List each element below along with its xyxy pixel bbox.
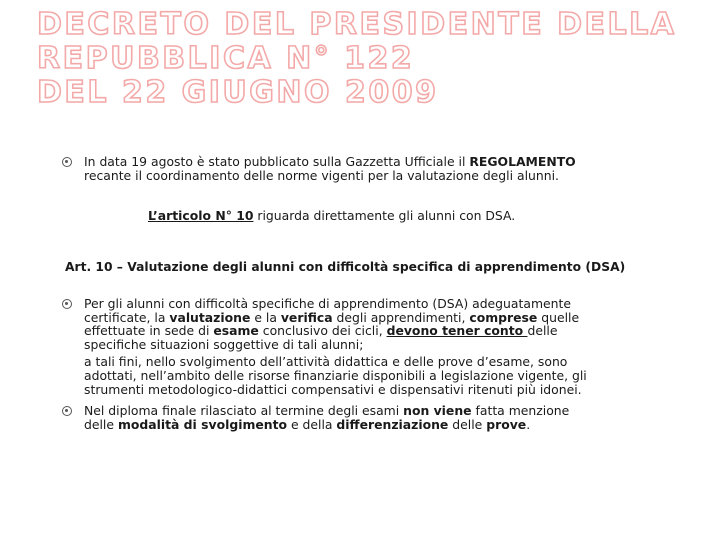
bullet-icon xyxy=(62,299,72,309)
article-heading: Art. 10 – Valutazione degli alunni con difficoltà specifica di apprendimento (DSA) xyxy=(65,260,626,274)
devono-tener-conto: devono tener conto xyxy=(386,323,528,339)
bullet-icon xyxy=(62,406,72,416)
bullet-1-paragraph: Per gli alunni con difficoltà specifiche di apprendimento (DSA) adeguatamente certificate, la valutazione e la verifica degli apprendimenti, comprese quelle effettuate in sede di esame conclusivo dei cicli, devono tener conto delle specifiche situazioni soggettive di tali alunni; a tali fini, nello svolgimento dell’attività didattica e delle prove d’esame, sono adottati, nell’ambito delle risorse finanziarie disponibili a legislazione vigente, gli strumenti metodologico-didattici compensativi e dispensativi ritenuti più idonei. xyxy=(84,296,587,397)
title-line-3: DEL 22 GIUGNO 2009 xyxy=(37,75,439,110)
intro-line-2: recante il coordinamento delle norme vigenti per la valutazione degli alunni. xyxy=(84,167,559,183)
slide-title xyxy=(37,8,676,110)
article-reference: L’articolo N° 10 riguarda direttamente gli alunni con DSA. xyxy=(148,208,516,223)
article-link[interactable]: L’articolo N° 10 xyxy=(148,208,254,223)
intro-line-1: In data 19 agosto è stato pubblicato sulla Gazzetta Ufficiale il REGOLAMENTO xyxy=(84,154,576,169)
bullet-2-paragraph: Nel diploma finale rilasciato al termine degli esami non viene fatta menzione delle modalità di svolgimento e della differenziazione delle prove. xyxy=(84,403,570,432)
title-line-2: REPUBBLICA N° 122 xyxy=(37,41,415,76)
regolamento-strong: REGOLAMENTO xyxy=(469,154,576,169)
intro-paragraph xyxy=(84,155,576,182)
bullet-icon xyxy=(62,157,72,167)
title-line-1: DECRETO DEL PRESIDENTE DELLA xyxy=(37,7,677,42)
